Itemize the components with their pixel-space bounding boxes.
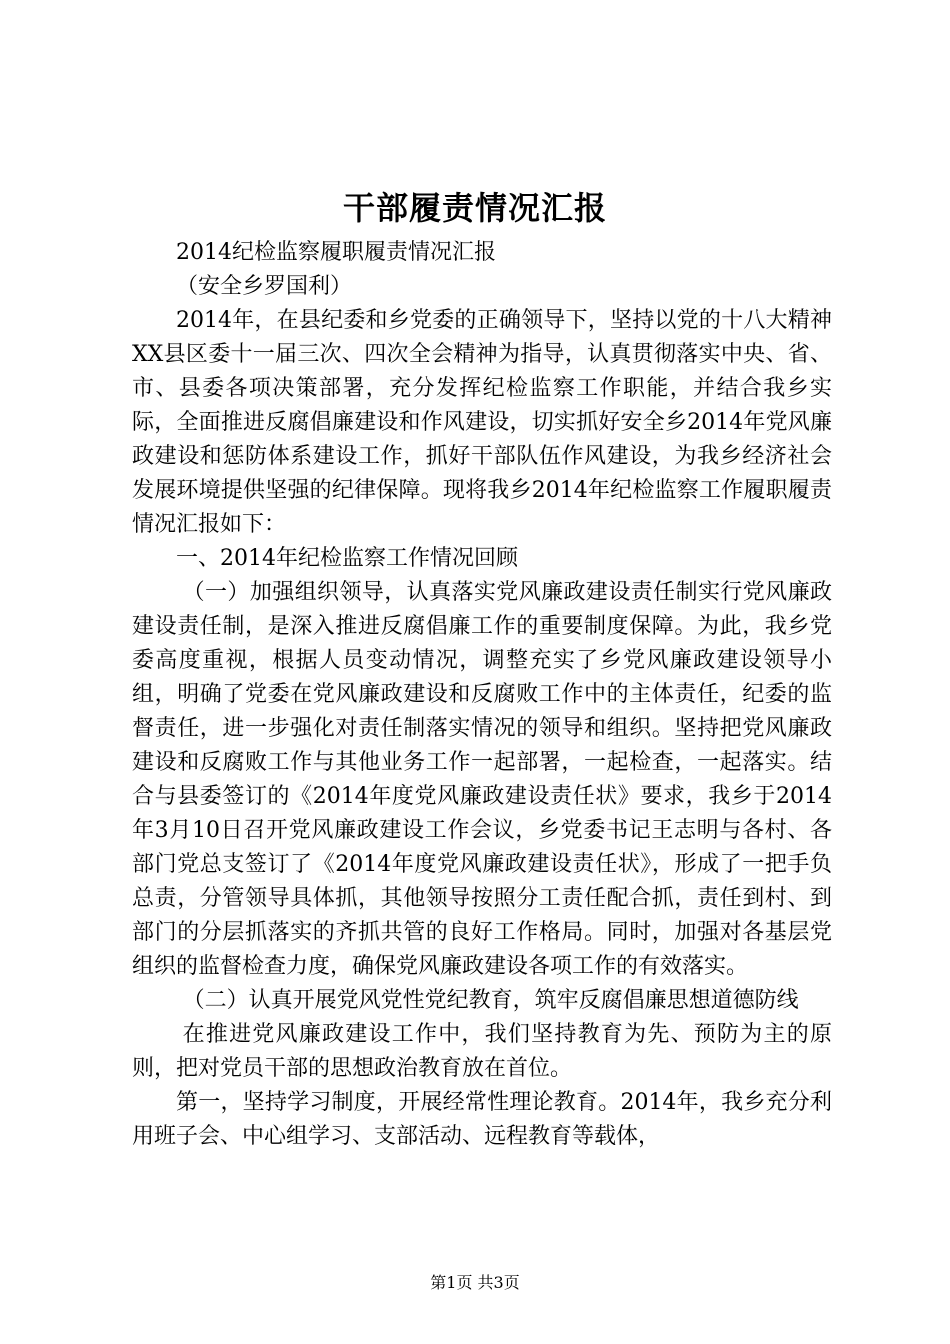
paragraph-first-point: 第一，坚持学习制度，开展经常性理论教育。2014年，我乡充分利用班子会、中心组学习、支部活动、远程教育等载体， — [132, 1090, 832, 1149]
paragraph-section-2-body: 在推进党风廉政建设工作中，我们坚持教育为先、预防为主的原则，把对党员干部的思想政治教育放在首位。 — [132, 1022, 832, 1081]
document-title: 干部履责情况汇报 — [342, 189, 607, 227]
paragraph-section-1: （一）加强组织领导，认真落实党风廉政建设责任制实行党风廉政建设责任制，是深入推进反腐倡廉工作的重要制度保障。为此，我乡党委高度重视，根据人员变动情况，调整充实了乡党风廉政建设领导小组，明确了党委在党风廉政建设和反腐败工作中的主体责任，纪委的监督责任，进一步强化对责任制落实情况的领导和组织。坚持把党风廉政建设和反腐败工作与其他业务工作一起部署，一起检查，一起落实。结合与县委签订的《2014年度党风廉政建设责任状》要求，我乡于2014年3月10日召开党风廉政建设工作会议，乡党委书记王志明与各村、各部门党总支签订了《2014年度党风廉政建设责任状》，形成了一把手负总责，分管领导具体抓，其他领导按照分工责任配合抓，责任到村、到部门的分层抓落实的齐抓共管的良好工作格局。同时，加强对各基层党组织的监督检查力度，确保党风廉政建设各项工作的有效落实。 — [132, 580, 832, 979]
paragraph-intro: 2014年，在县纪委和乡党委的正确领导下，坚持以党的十八大精神XX县区委十一届三次、四次全会精神为指导，认真贯彻落实中央、省、市、县委各项决策部署，充分发挥纪检监察工作职能，并结合我乡实际，全面推进反腐倡廉建设和作风建设，切实抓好安全乡2014年党风廉政建设和惩防体系建设工作，抓好干部队伍作风建设，为我乡经济社会发展环境提供坚强的纪律保障。现将我乡2014年纪检监察工作履职履责情况汇报如下： — [132, 308, 832, 537]
paragraph-subtitle: 2014纪检监察履职履责情况汇报 — [176, 240, 496, 265]
document-body — [132, 236, 832, 1154]
paragraph-section-2-heading: （二）认真开展党风党性党纪教育，筑牢反腐倡廉思想道德防线 — [182, 988, 799, 1013]
paragraph-author: （安全乡罗国利） — [176, 274, 353, 299]
section-heading: 一、2014年纪检监察工作情况回顾 — [176, 546, 518, 571]
page-number-footer: 第1页 共3页 — [430, 1273, 520, 1292]
